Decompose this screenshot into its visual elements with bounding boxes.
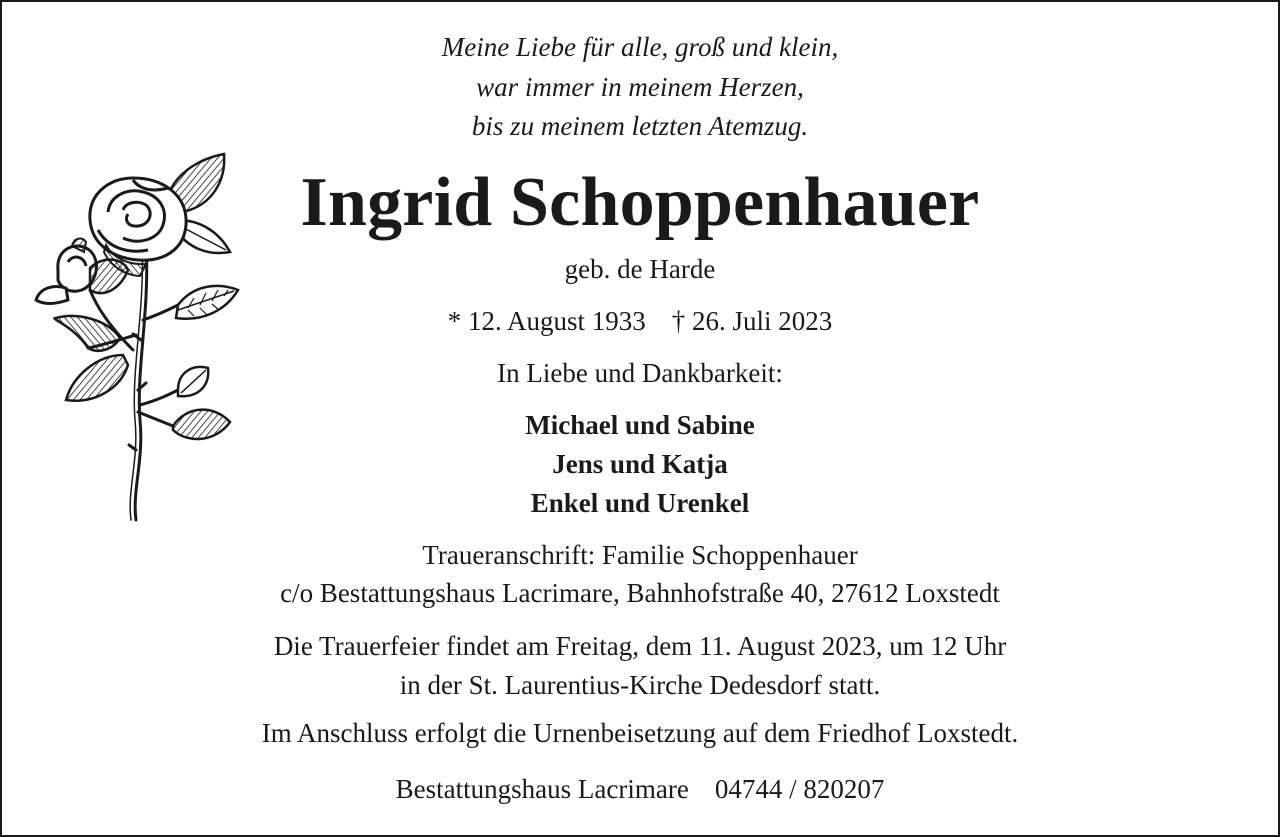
mourner-2: Jens und Katja	[552, 449, 728, 479]
service-line-2: in der St. Laurentius-Kirche Dedesdorf statt.	[399, 670, 881, 700]
address-line-1: Traueranschrift: Familie Schoppenhauer	[422, 540, 858, 570]
mourner-3: Enkel und Urenkel	[530, 488, 750, 518]
poem-line-1: Meine Liebe für alle, groß und klein,	[441, 32, 839, 62]
dedication: In Liebe und Dankbarkeit:	[497, 358, 783, 388]
address-line-2: c/o Bestattungshaus Lacrimare, Bahnhofstraße 40, 27612 Loxstedt	[280, 578, 1000, 608]
service-line-1: Die Trauerfeier findet am Freitag, dem 11. August 2023, um 12 Uhr	[273, 631, 1007, 661]
death-date: † 26. Juli 2023	[671, 306, 833, 336]
funeral-home	[2, 776, 1278, 803]
funeral-home-phone: 04744 / 820207	[714, 774, 885, 804]
poem-line-2: war immer in meinem Herzen,	[476, 72, 804, 102]
mourner-1: Michael und Sabine	[525, 410, 755, 440]
life-dates	[2, 308, 1278, 335]
funeral-home-name: Bestattungshaus Lacrimare	[395, 774, 689, 804]
burial-info: Im Anschluss erfolgt die Urnenbeisetzung auf dem Friedhof Loxstedt.	[261, 718, 1019, 748]
birth-name: geb. de Harde	[564, 254, 716, 284]
deceased-name: Ingrid Schoppenhauer	[300, 164, 980, 241]
birth-date: * 12. August 1933	[447, 306, 646, 336]
poem-line-3: bis zu meinem letzten Atemzug.	[471, 111, 809, 141]
